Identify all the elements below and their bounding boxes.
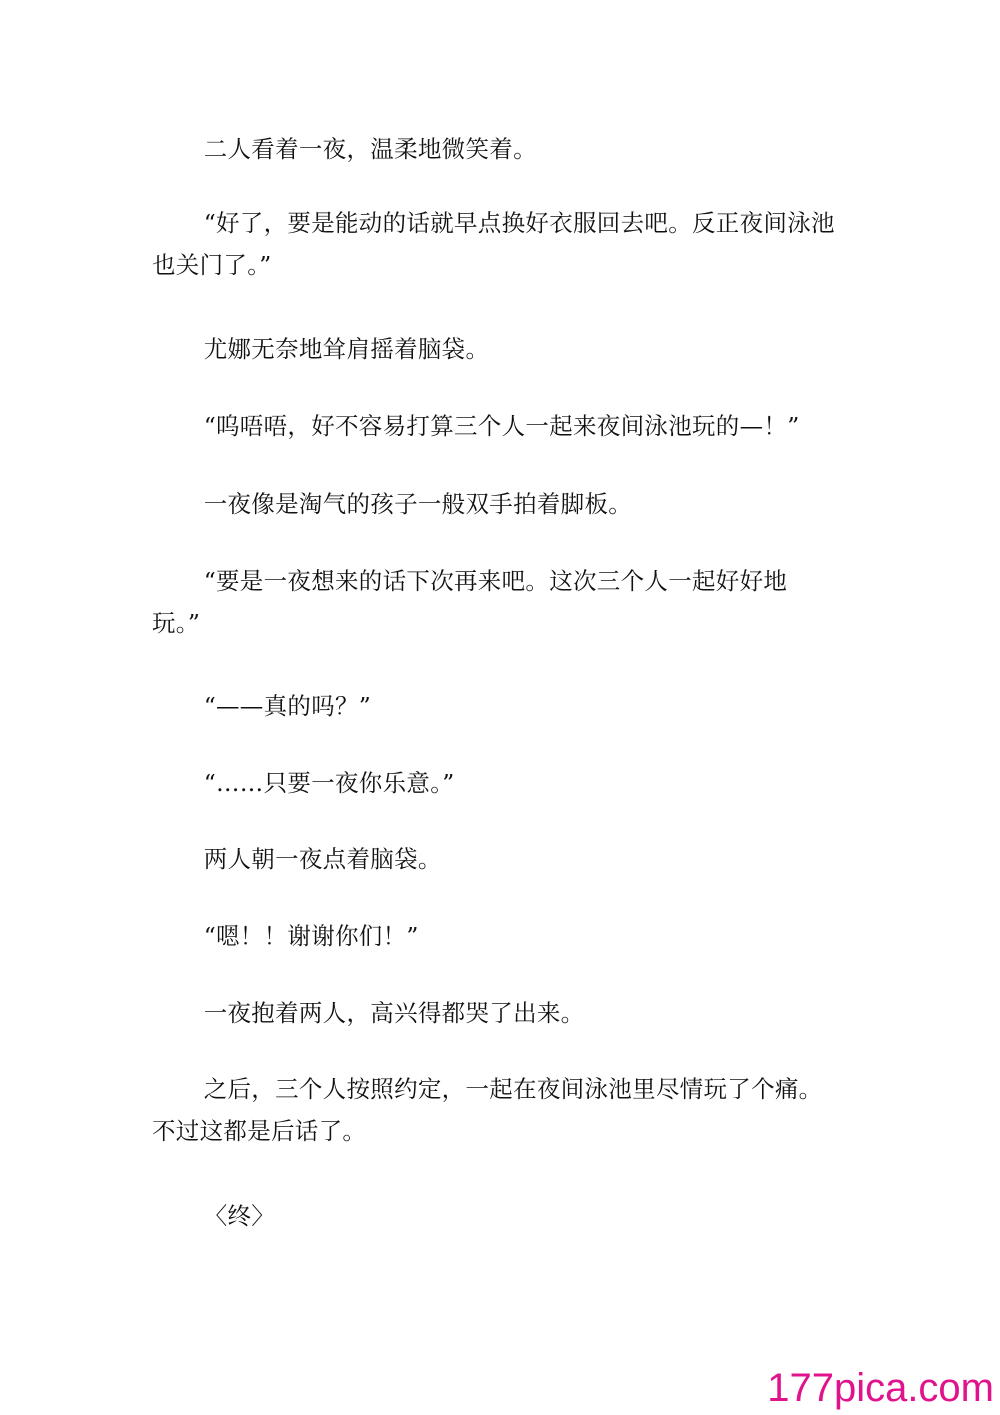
paragraph-9: 两人朝一夜点着脑袋。 bbox=[203, 845, 442, 873]
paragraph-end-mark: 〈终〉 bbox=[203, 1202, 276, 1230]
paragraph-10: “嗯！！谢谢你们！” bbox=[203, 922, 419, 950]
paragraph-4: “呜唔唔，好不容易打算三个人一起来夜间泳池玩的—！” bbox=[203, 412, 800, 440]
paragraph-8: “……只要一夜你乐意。” bbox=[203, 769, 455, 797]
paragraph-7: “——真的吗？” bbox=[203, 692, 372, 720]
paragraph-11: 一夜抱着两人，高兴得都哭了出来。 bbox=[203, 999, 585, 1027]
paragraph-6: “要是一夜想来的话下次再来吧。这次三个人一起好好地 玩。” bbox=[152, 567, 788, 637]
site-watermark: 177pica.com bbox=[767, 1366, 994, 1410]
paragraph-12: 之后，三个人按照约定，一起在夜间泳池里尽情玩了个痛。不过这都是后话了。 bbox=[152, 1075, 823, 1145]
paragraph-5: 一夜像是淘气的孩子一般双手拍着脚板。 bbox=[203, 490, 633, 518]
paragraph-2: “好了，要是能动的话就早点换好衣服回去吧。反正夜间泳池也关门了。” bbox=[152, 209, 835, 279]
paragraph-1: 二人看着一夜，温柔地微笑着。 bbox=[203, 135, 537, 163]
paragraph-3: 尤娜无奈地耸肩摇着脑袋。 bbox=[203, 335, 490, 363]
